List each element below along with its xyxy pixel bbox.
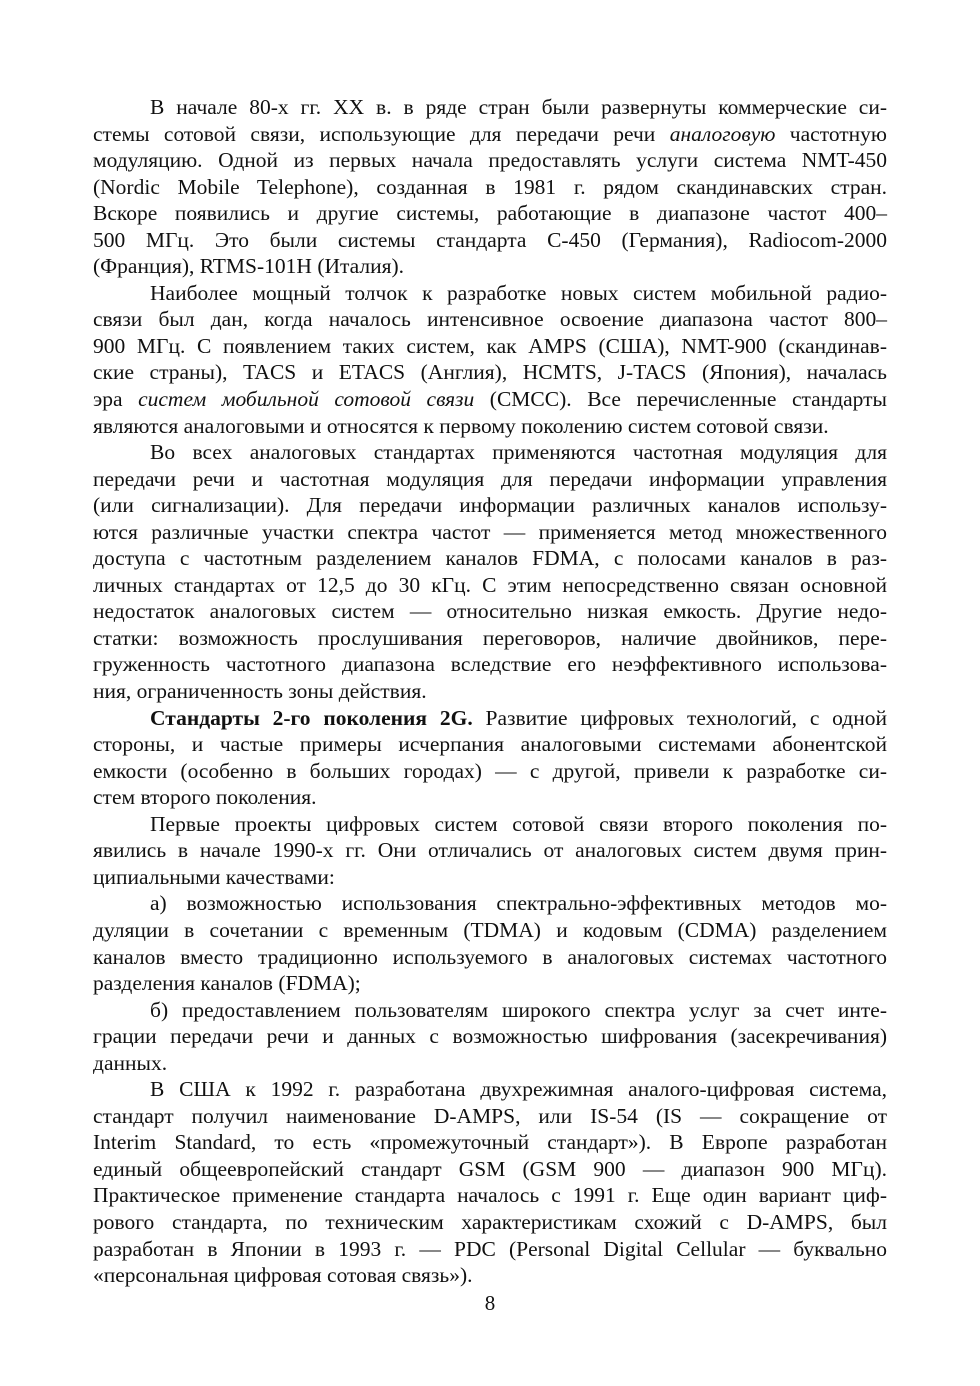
- text-line: являются аналоговыми и относятся к первому поколению систем сотовой связи.: [93, 413, 829, 438]
- text-line: [93, 386, 887, 413]
- text-line: недостаток аналоговых систем — относительно низкая емкость. Другие недо-: [93, 599, 887, 624]
- text-line: ципиальными качествами:: [93, 864, 335, 889]
- text-line: ются различные участки спектра частот — применяется метод множественного: [93, 519, 887, 544]
- paragraph: [93, 94, 887, 280]
- paragraph: [93, 439, 887, 704]
- text-line: грации передачи речи и данных с возможностью шифрования (засекречивания): [93, 1024, 887, 1049]
- text-line: стем второго поколения.: [93, 785, 317, 810]
- text-line: В начале 80-х гг. XX в. в ряде стран были развернуты коммерческие си-: [150, 95, 887, 119]
- italic-text: систем мобильной сотовой связи: [138, 387, 475, 412]
- text-line: емкости (особенно в больших городах) — с другой, привели к разработке си-: [93, 758, 887, 783]
- text-line: (Франция), RTMS-101H (Италия).: [93, 254, 405, 279]
- document-body: [93, 94, 887, 1289]
- text-line: Interim Standard, то есть «промежуточный стандарт»). В Европе разработан: [93, 1130, 887, 1155]
- text-line: личных стандартах от 12,5 до 30 кГц. С этим непосредственно связан основной: [93, 572, 887, 597]
- text-line: рового стандарта, по техническим характеристикам схожий с D-AMPS, был: [93, 1209, 887, 1234]
- text-line: 500 МГц. Это были системы стандарта С-450 (Германия), Radiocom-2000: [93, 227, 887, 252]
- text-line: каналов вместо традиционно используемого в аналоговых системах частотного: [93, 944, 887, 969]
- text-line: Во всех аналоговых стандартах применяются частотная модуляция для: [150, 440, 887, 465]
- text-line: Первые проекты цифровых систем сотовой связи второго поколения по-: [150, 811, 887, 836]
- text-line: дуляции в сочетании с временным (TDMA) и кодовым (CDMA) разделением: [93, 917, 887, 942]
- text-line: ские страны), TACS и ETACS (Англия), HCMTS, J-TACS (Япония), началась: [93, 360, 887, 385]
- text-line: явились в начале 1990-х гг. Они отличались от аналоговых систем двумя прин-: [93, 838, 887, 863]
- text-line: 900 МГц. С появлением таких систем, как AMPS (США), NMT-900 (скандинав-: [93, 333, 887, 358]
- text-line: стороны, и частые примеры исчерпания аналоговыми системами абонентской: [93, 732, 887, 757]
- text-line: передачи речи и частотная модуляция для передачи информации управления: [93, 466, 887, 491]
- paragraph: [93, 997, 887, 1077]
- paragraph: [93, 280, 887, 439]
- text-line: груженность частотного диапазона вследствие его неэффективного использова-: [93, 652, 887, 677]
- text-line: статки: возможность прослушивания переговоров, наличие двойников, пере-: [93, 625, 887, 650]
- text-line: данных.: [93, 1050, 168, 1075]
- page-number: 8: [484, 1291, 496, 1315]
- text-segment: частотную: [775, 121, 887, 146]
- text-line: связи был дан, когда началось интенсивное освоение диапазона частот 800–: [93, 307, 887, 332]
- text-line: «персональная цифровая сотовая связь»).: [93, 1263, 473, 1288]
- paragraph: [93, 890, 887, 996]
- text-line: Практическое применение стандарта началось с 1991 г. Еще один вариант циф-: [93, 1183, 887, 1208]
- text-line: В США к 1992 г. разработана двухрежимная аналого-цифровая система,: [150, 1077, 887, 1102]
- text-line: а) возможностью использования спектрально-эффективных методов мо-: [150, 891, 887, 916]
- text-line: ния, ограниченность зоны действия.: [93, 679, 427, 704]
- text-line: разделения каналов (FDMA);: [93, 971, 361, 996]
- text-line: Наиболее мощный толчок к разработке новых систем мобильной радио-: [150, 280, 887, 305]
- bold-text: Стандарты 2-го поколения 2G.: [150, 705, 473, 730]
- paragraph: [93, 705, 887, 811]
- text-line: (или сигнализации). Для передачи информации различных каналов использу-: [93, 493, 887, 518]
- paragraph: [93, 811, 887, 891]
- text-line: единый общеевропейский стандарт GSM (GSM 900 — диапазон 900 МГц).: [93, 1156, 887, 1181]
- text-line: стандарт получил наименование D-AMPS, или IS-54 (IS — сокращение от: [93, 1103, 887, 1128]
- text-line: (Nordic Mobile Telephone), созданная в 1981 г. рядом скандинавских стран.: [93, 174, 887, 199]
- paragraph: [93, 1076, 887, 1288]
- text-line: [93, 705, 887, 732]
- text-segment: эра: [93, 387, 139, 412]
- text-line: [93, 121, 887, 148]
- text-segment: Развитие цифровых технологий, с одной: [472, 705, 887, 730]
- text-segment: стемы сотовой связи, использующие для передачи речи: [93, 121, 670, 146]
- text-line: разработан в Японии в 1993 г. — PDC (Personal Digital Cellular — буквально: [93, 1236, 887, 1261]
- text-line: Вскоре появились и другие системы, работающие в диапазоне частот 400–: [93, 201, 887, 226]
- text-segment: (СМСС). Все перечисленные стандарты: [474, 387, 887, 412]
- italic-text: аналоговую: [669, 121, 776, 146]
- text-line: модуляцию. Одной из первых начала предоставлять услуги система NMT-450: [93, 148, 887, 173]
- text-line: б) предоставлением пользователям широкого спектра услуг за счет инте-: [150, 997, 887, 1022]
- text-line: доступа с частотным разделением каналов FDMA, с полосами каналов в раз-: [93, 546, 887, 571]
